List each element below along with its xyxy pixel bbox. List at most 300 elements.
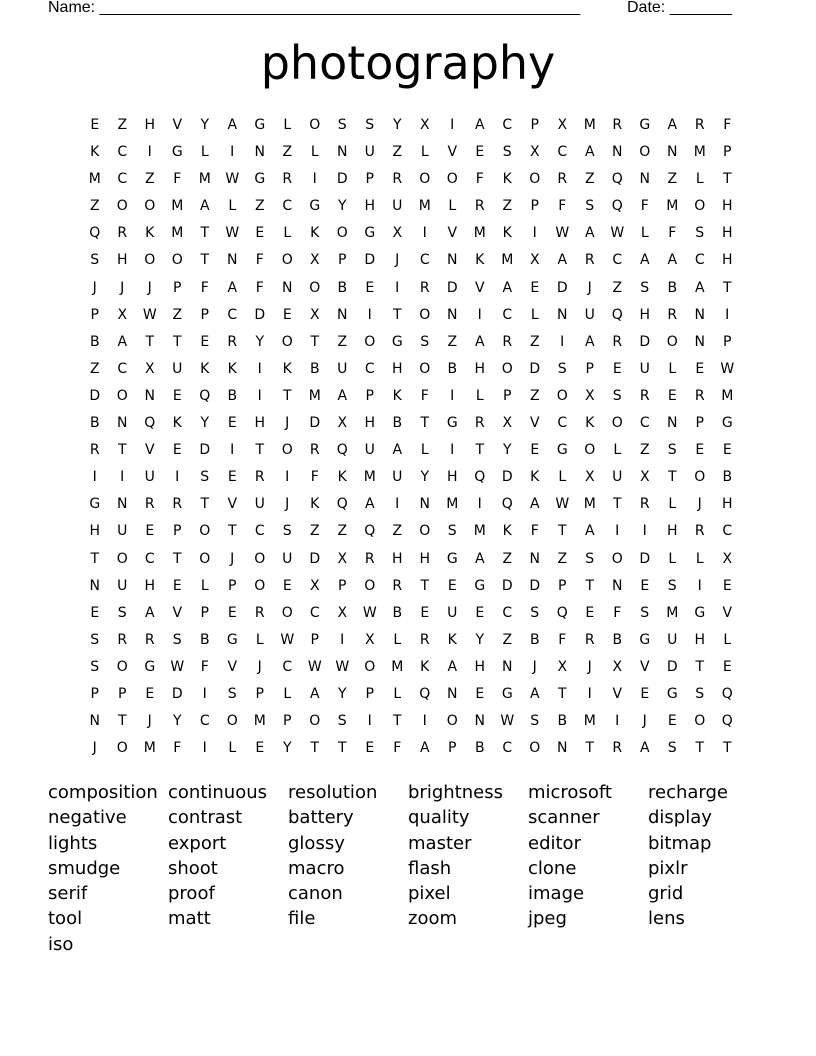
grid-letter: R	[254, 469, 265, 486]
grid-letter: X	[502, 415, 513, 432]
grid-letter: Z	[502, 631, 513, 648]
grid-letter: O	[446, 713, 458, 730]
grid-letter: N	[144, 387, 155, 404]
grid-letter: E	[695, 442, 705, 459]
grid-letter: R	[612, 740, 623, 757]
grid-row	[81, 112, 741, 139]
grid-letter: P	[173, 279, 182, 296]
grid-letter: X	[612, 658, 623, 675]
grid-letter: N	[447, 685, 458, 702]
grid-letter: N	[612, 144, 623, 161]
grid-letter: Q	[501, 496, 513, 513]
grid-letter: E	[365, 279, 375, 296]
grid-letter: J	[257, 658, 262, 675]
grid-letter: I	[230, 144, 235, 161]
grid-letter: J	[587, 279, 592, 296]
grid-letter: X	[364, 631, 375, 648]
grid-letter: H	[364, 198, 376, 215]
grid-letter: M	[171, 225, 184, 242]
grid-letter: X	[144, 360, 155, 377]
grid-letter: O	[611, 550, 623, 567]
grid-letter: V	[529, 415, 540, 432]
grid-letter: P	[200, 604, 209, 621]
grid-letter: U	[364, 442, 375, 459]
grid-letter: S	[695, 225, 705, 242]
grid-letter: I	[587, 685, 592, 702]
grid-letter: A	[584, 333, 595, 350]
grid-letter: Z	[529, 333, 540, 350]
grid-letter: C	[117, 144, 128, 161]
grid-letter: O	[144, 198, 156, 215]
grid-letter: Q	[89, 225, 101, 242]
grid-letter: A	[667, 117, 678, 133]
grid-letter: W	[307, 658, 322, 675]
grid-letter: F	[200, 658, 209, 675]
word-bank-item: pixlr	[648, 857, 688, 879]
grid-letter: V	[639, 658, 650, 675]
grid-letter: S	[612, 387, 622, 404]
grid-letter: F	[173, 740, 182, 757]
grid-letter: Q	[611, 306, 623, 323]
grid-letter: B	[337, 279, 348, 296]
grid-letter: M	[391, 658, 404, 675]
grid-letter: V	[227, 496, 238, 513]
grid-letter: D	[556, 279, 568, 296]
grid-letter: L	[228, 740, 237, 757]
grid-letter: E	[695, 360, 705, 377]
grid-letter: U	[172, 360, 183, 377]
grid-letter: C	[639, 415, 650, 432]
grid-letter: S	[90, 658, 100, 675]
grid-row	[81, 302, 741, 329]
grid-letter: T	[172, 333, 182, 350]
grid-letter: T	[612, 496, 622, 513]
grid-letter: O	[171, 252, 183, 269]
grid-letter: W	[362, 604, 377, 621]
grid-letter: E	[640, 685, 650, 702]
grid-row	[81, 518, 741, 545]
grid-letter: R	[309, 442, 320, 459]
grid-letter: H	[254, 415, 266, 432]
grid-letter: H	[721, 198, 733, 215]
word-bank-item: matt	[168, 908, 211, 930]
grid-letter: C	[557, 144, 568, 161]
grid-letter: L	[420, 144, 429, 161]
grid-letter: V	[172, 604, 183, 621]
grid-letter: N	[282, 279, 293, 296]
grid-row	[81, 410, 741, 437]
grid-letter: K	[337, 469, 347, 486]
grid-letter: D	[639, 550, 651, 567]
grid-letter: F	[173, 171, 182, 188]
grid-letter: W	[280, 631, 295, 648]
grid-letter: T	[282, 387, 292, 404]
grid-letter: R	[474, 415, 485, 432]
word-search-grid	[81, 112, 741, 762]
grid-letter: W	[610, 225, 625, 242]
grid-letter: I	[450, 387, 455, 404]
grid-letter: X	[722, 550, 733, 567]
grid-letter: X	[337, 415, 348, 432]
grid-letter: L	[420, 442, 429, 459]
grid-letter: U	[392, 469, 403, 486]
grid-letter: A	[639, 740, 650, 757]
word-bank-item: pixel	[408, 883, 451, 905]
grid-letter: Y	[282, 740, 292, 757]
grid-letter: P	[90, 685, 99, 702]
grid-letter: C	[502, 740, 513, 757]
grid-letter: G	[89, 496, 101, 513]
grid-letter: O	[694, 713, 706, 730]
grid-letter: R	[557, 171, 568, 188]
grid-letter: S	[172, 631, 182, 648]
grid-row	[81, 681, 741, 708]
grid-letter: Y	[255, 333, 265, 350]
grid-letter: N	[557, 740, 568, 757]
grid-letter: N	[694, 333, 705, 350]
grid-letter: Z	[667, 171, 678, 188]
grid-letter: T	[585, 740, 595, 757]
grid-letter: S	[530, 604, 540, 621]
grid-letter: W	[555, 496, 570, 513]
word-bank-item: proof	[168, 883, 215, 905]
grid-letter: L	[283, 117, 292, 133]
grid-letter: C	[722, 523, 733, 540]
grid-letter: R	[694, 523, 705, 540]
grid-letter: E	[172, 577, 182, 594]
grid-letter: E	[530, 279, 540, 296]
grid-letter: D	[666, 658, 678, 675]
grid-letter: I	[230, 442, 235, 459]
grid-letter: F	[640, 198, 649, 215]
grid-letter: R	[502, 333, 513, 350]
grid-letter: O	[666, 333, 678, 350]
grid-letter: B	[474, 740, 485, 757]
grid-letter: T	[200, 496, 210, 513]
grid-letter: T	[392, 306, 402, 323]
grid-letter: A	[584, 144, 595, 161]
grid-letter: T	[722, 740, 732, 757]
grid-letter: N	[529, 550, 540, 567]
grid-letter: I	[92, 469, 97, 486]
grid-letter: I	[120, 469, 125, 486]
grid-letter: C	[557, 415, 568, 432]
grid-letter: H	[721, 225, 733, 242]
grid-letter: I	[257, 387, 262, 404]
grid-letter: O	[309, 279, 321, 296]
grid-letter: R	[474, 198, 485, 215]
grid-letter: D	[501, 577, 513, 594]
grid-letter: S	[695, 685, 705, 702]
word-bank-item: flash	[408, 857, 452, 879]
grid-letter: M	[666, 604, 679, 621]
grid-letter: P	[228, 577, 237, 594]
word-bank-item: shoot	[168, 857, 218, 879]
grid-letter: G	[446, 415, 458, 432]
grid-letter: F	[310, 469, 319, 486]
grid-letter: E	[722, 442, 732, 459]
grid-letter: I	[450, 442, 455, 459]
grid-letter: K	[145, 225, 155, 242]
grid-letter: Z	[584, 171, 595, 188]
word-bank-item: smudge	[48, 857, 121, 879]
grid-letter: A	[557, 252, 568, 269]
grid-letter: Z	[392, 523, 403, 540]
grid-letter: I	[395, 496, 400, 513]
grid-letter: P	[310, 631, 319, 648]
grid-letter: G	[694, 604, 706, 621]
grid-letter: Z	[447, 333, 458, 350]
grid-letter: N	[474, 713, 485, 730]
word-bank-item: continuous	[168, 782, 267, 803]
grid-letter: M	[363, 469, 376, 486]
grid-letter: B	[199, 631, 210, 648]
date-field-label: Date: _______	[627, 0, 732, 16]
grid-letter: C	[254, 523, 265, 540]
grid-row	[81, 573, 741, 600]
grid-letter: A	[474, 550, 485, 567]
grid-letter: R	[89, 442, 100, 459]
word-bank	[48, 780, 788, 957]
grid-letter: D	[529, 577, 541, 594]
grid-letter: W	[555, 225, 570, 242]
grid-letter: J	[285, 496, 290, 513]
grid-letter: H	[144, 577, 156, 594]
grid-letter: V	[612, 685, 623, 702]
grid-letter: R	[694, 387, 705, 404]
grid-letter: F	[255, 252, 264, 269]
grid-letter: T	[392, 713, 402, 730]
grid-letter: U	[117, 523, 128, 540]
grid-letter: Y	[392, 117, 402, 133]
grid-letter: U	[612, 469, 623, 486]
grid-letter: N	[117, 415, 128, 432]
grid-letter: D	[529, 360, 541, 377]
grid-letter: S	[200, 469, 210, 486]
word-bank-item: editor	[528, 832, 581, 854]
grid-letter: K	[585, 415, 595, 432]
grid-letter: O	[419, 523, 431, 540]
grid-letter: T	[667, 469, 677, 486]
grid-row	[81, 139, 741, 166]
grid-letter: O	[199, 523, 211, 540]
grid-letter: Q	[336, 442, 348, 459]
grid-letter: Q	[419, 685, 431, 702]
grid-letter: P	[558, 577, 567, 594]
grid-letter: Y	[420, 469, 430, 486]
grid-letter: D	[336, 171, 348, 188]
grid-letter: A	[667, 252, 678, 269]
grid-letter: Y	[475, 631, 485, 648]
grid-letter: M	[583, 117, 596, 133]
grid-letter: E	[640, 577, 650, 594]
grid-letter: P	[338, 252, 347, 269]
grid-letter: Z	[172, 306, 183, 323]
grid-letter: E	[722, 658, 732, 675]
grid-letter: C	[502, 117, 513, 133]
grid-letter: O	[529, 171, 541, 188]
grid-letter: X	[117, 306, 128, 323]
grid-letter: X	[529, 144, 540, 161]
grid-letter: S	[585, 550, 595, 567]
grid-letter: E	[227, 415, 237, 432]
grid-row	[81, 708, 741, 735]
grid-letter: A	[364, 496, 375, 513]
grid-letter: P	[283, 713, 292, 730]
word-bank-item: composition	[48, 782, 158, 803]
grid-letter: K	[90, 144, 100, 161]
grid-letter: S	[667, 442, 677, 459]
grid-letter: V	[447, 225, 458, 242]
grid-letter: Z	[254, 198, 265, 215]
grid-letter: T	[722, 279, 732, 296]
grid-letter: Z	[392, 144, 403, 161]
grid-letter: Y	[337, 198, 347, 215]
grid-letter: H	[474, 658, 486, 675]
grid-letter: U	[392, 198, 403, 215]
grid-letter: D	[501, 469, 513, 486]
grid-letter: P	[695, 415, 704, 432]
grid-letter: M	[666, 198, 679, 215]
grid-letter: R	[639, 387, 650, 404]
grid-letter: S	[420, 333, 430, 350]
grid-letter: K	[227, 360, 237, 377]
grid-letter: W	[225, 171, 240, 188]
grid-letter: O	[116, 740, 128, 757]
grid-letter: A	[584, 523, 595, 540]
word-bank-item: battery	[288, 807, 354, 829]
grid-letter: L	[530, 306, 539, 323]
grid-letter: M	[143, 740, 156, 757]
grid-letter: E	[530, 442, 540, 459]
grid-letter: X	[557, 117, 568, 133]
grid-letter: J	[92, 279, 97, 296]
grid-letter: C	[282, 198, 293, 215]
name-field-label: Name: ______________________________________________________	[48, 0, 581, 16]
grid-letter: N	[254, 144, 265, 161]
grid-letter: G	[556, 442, 568, 459]
grid-letter: O	[419, 171, 431, 188]
grid-letter: A	[502, 279, 513, 296]
grid-letter: B	[447, 360, 458, 377]
grid-letter: S	[502, 144, 512, 161]
word-bank-item: export	[168, 832, 227, 854]
grid-letter: K	[420, 658, 430, 675]
grid-letter: G	[501, 685, 513, 702]
grid-letter: H	[391, 550, 403, 567]
grid-letter: G	[254, 117, 266, 133]
grid-letter: T	[695, 658, 705, 675]
grid-letter: A	[309, 685, 320, 702]
grid-letter: I	[615, 713, 620, 730]
grid-letter: M	[446, 496, 459, 513]
grid-letter: G	[391, 333, 403, 350]
word-bank-item: resolution	[288, 782, 378, 803]
grid-letter: I	[422, 713, 427, 730]
grid-letter: D	[639, 333, 651, 350]
grid-letter: U	[117, 577, 128, 594]
grid-letter: P	[448, 740, 457, 757]
grid-letter: H	[419, 550, 431, 567]
grid-letter: R	[117, 631, 128, 648]
grid-letter: D	[309, 415, 321, 432]
grid-letter: Q	[556, 604, 568, 621]
word-bank-item: contrast	[168, 807, 243, 829]
grid-letter: U	[282, 550, 293, 567]
grid-letter: O	[199, 550, 211, 567]
grid-letter: A	[584, 225, 595, 242]
grid-letter: I	[697, 577, 702, 594]
grid-letter: A	[694, 279, 705, 296]
grid-letter: P	[503, 387, 512, 404]
grid-letter: D	[364, 252, 376, 269]
page-title: photography	[260, 36, 556, 90]
grid-letter: L	[695, 171, 704, 188]
grid-letter: E	[475, 144, 485, 161]
grid-letter: R	[392, 171, 403, 188]
grid-letter: O	[226, 713, 238, 730]
grid-letter: O	[694, 198, 706, 215]
grid-letter: P	[723, 333, 732, 350]
grid-letter: J	[697, 496, 702, 513]
grid-letter: K	[172, 415, 182, 432]
grid-letter: A	[337, 387, 348, 404]
grid-letter: Z	[337, 333, 348, 350]
word-bank-item: glossy	[288, 832, 345, 854]
grid-letter: L	[255, 631, 264, 648]
grid-letter: C	[364, 360, 375, 377]
grid-letter: R	[694, 117, 705, 133]
grid-letter: N	[89, 713, 100, 730]
grid-letter: T	[557, 685, 567, 702]
grid-letter: L	[558, 469, 567, 486]
grid-letter: E	[145, 523, 155, 540]
grid-letter: G	[364, 225, 376, 242]
word-bank-item: bitmap	[648, 832, 712, 854]
grid-letter: R	[172, 496, 183, 513]
grid-letter: Q	[336, 496, 348, 513]
grid-letter: E	[255, 740, 265, 757]
grid-letter: Y	[200, 415, 210, 432]
grid-letter: N	[337, 306, 348, 323]
grid-letter: T	[420, 577, 430, 594]
word-bank-item: image	[528, 883, 585, 905]
grid-letter: I	[202, 685, 207, 702]
grid-letter: G	[721, 415, 733, 432]
grid-letter: I	[367, 306, 372, 323]
grid-letter: K	[530, 469, 540, 486]
grid-letter: Q	[474, 469, 486, 486]
grid-letter: A	[392, 442, 403, 459]
grid-letter: J	[92, 740, 97, 757]
grid-letter: Q	[611, 171, 623, 188]
grid-row	[81, 329, 741, 356]
grid-letter: R	[612, 333, 623, 350]
grid-letter: R	[584, 252, 595, 269]
grid-letter: E	[172, 387, 182, 404]
grid-letter: S	[365, 117, 375, 133]
grid-letter: U	[144, 469, 155, 486]
grid-letter: V	[447, 144, 458, 161]
grid-letter: M	[473, 225, 486, 242]
grid-letter: T	[420, 415, 430, 432]
grid-letter: S	[640, 604, 650, 621]
grid-letter: F	[255, 279, 264, 296]
grid-letter: Q	[721, 713, 733, 730]
word-bank-item: negative	[48, 807, 127, 829]
grid-letter: V	[172, 117, 183, 133]
grid-letter: S	[90, 252, 100, 269]
